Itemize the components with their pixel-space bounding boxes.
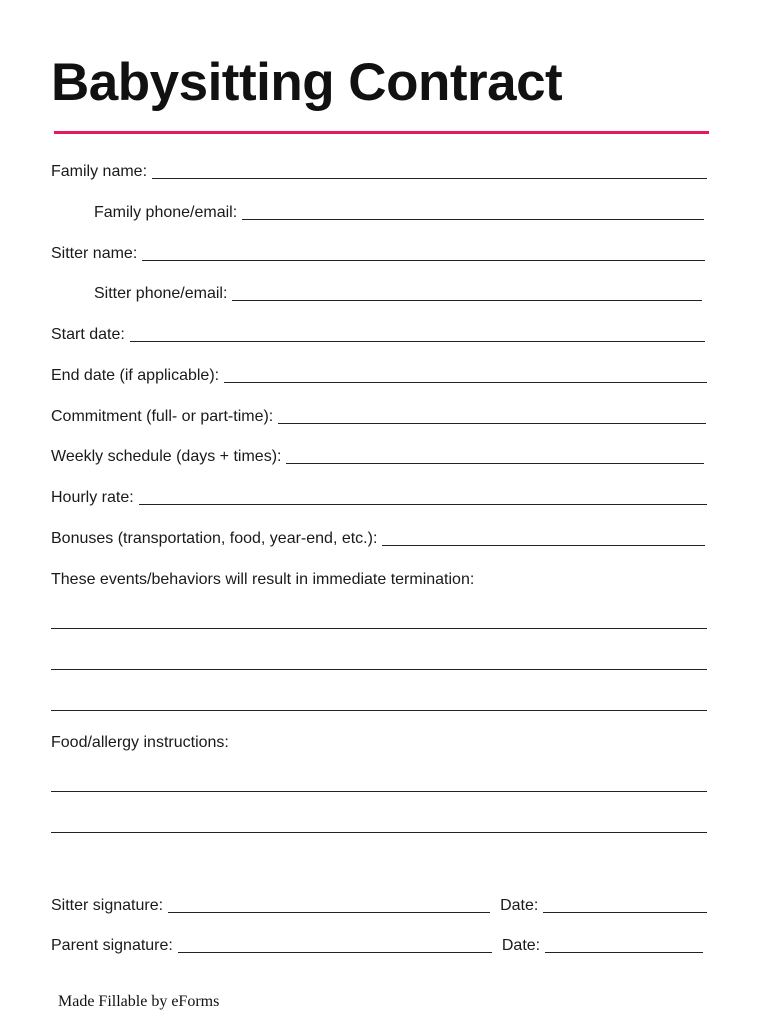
sitter-signature-label: Sitter signature: [51, 897, 164, 914]
hourly-rate-field[interactable] [139, 487, 707, 505]
end-date-label: End date (if applicable): [51, 367, 220, 384]
parent-date-label: Date: [501, 937, 541, 954]
bonuses-label: Bonuses (transportation, food, year-end, etc.): [51, 530, 378, 547]
food-allergy-label: Food/allergy instructions: [51, 734, 229, 751]
parent-date-field[interactable] [545, 935, 703, 953]
family-contact-field[interactable] [242, 202, 704, 220]
weekly-schedule-field[interactable] [286, 446, 704, 464]
start-date-field[interactable] [130, 324, 705, 342]
sitter-signature-row [51, 895, 707, 917]
weekly-schedule-row [51, 446, 704, 468]
sitter-name-row [51, 243, 705, 265]
hourly-rate-label: Hourly rate: [51, 489, 134, 506]
commitment-row [51, 406, 706, 428]
termination-heading [51, 569, 479, 591]
family-name-label: Family name: [51, 163, 148, 180]
termination-line-3[interactable] [51, 710, 707, 711]
termination-line-2[interactable] [51, 669, 707, 670]
termination-line-1[interactable] [51, 628, 707, 629]
parent-signature-label: Parent signature: [51, 937, 173, 954]
family-contact-label: Family phone/email: [94, 204, 238, 221]
sitter-date-field[interactable] [543, 895, 707, 913]
family-name-row [51, 161, 707, 183]
start-date-label: Start date: [51, 326, 125, 343]
end-date-field[interactable] [224, 365, 707, 383]
commitment-field[interactable] [278, 406, 706, 424]
termination-label: These events/behaviors will result in immediate termination: [51, 571, 475, 588]
title-underline-rule [54, 131, 709, 134]
bonuses-row [51, 528, 705, 550]
family-contact-row [94, 202, 704, 224]
sitter-contact-field[interactable] [232, 283, 702, 301]
commitment-label: Commitment (full- or part-time): [51, 408, 274, 425]
food-allergy-heading [51, 732, 234, 754]
hourly-rate-row [51, 487, 707, 509]
bonuses-field[interactable] [382, 528, 705, 546]
sitter-contact-label: Sitter phone/email: [94, 285, 228, 302]
page-title: Babysitting Contract [51, 53, 563, 112]
start-date-row [51, 324, 705, 346]
end-date-row [51, 365, 707, 387]
parent-signature-row [51, 935, 703, 957]
sitter-date-label: Date: [500, 897, 539, 914]
food-allergy-line-1[interactable] [51, 791, 707, 792]
sitter-name-field[interactable] [142, 243, 705, 261]
family-name-field[interactable] [152, 161, 707, 179]
sitter-contact-row [94, 283, 702, 305]
footer-credit: Made Fillable by eForms [58, 993, 220, 1010]
parent-signature-field[interactable] [178, 935, 492, 953]
sitter-signature-field[interactable] [168, 895, 490, 913]
weekly-schedule-label: Weekly schedule (days + times): [51, 448, 282, 465]
food-allergy-line-2[interactable] [51, 832, 707, 833]
sitter-name-label: Sitter name: [51, 245, 138, 262]
